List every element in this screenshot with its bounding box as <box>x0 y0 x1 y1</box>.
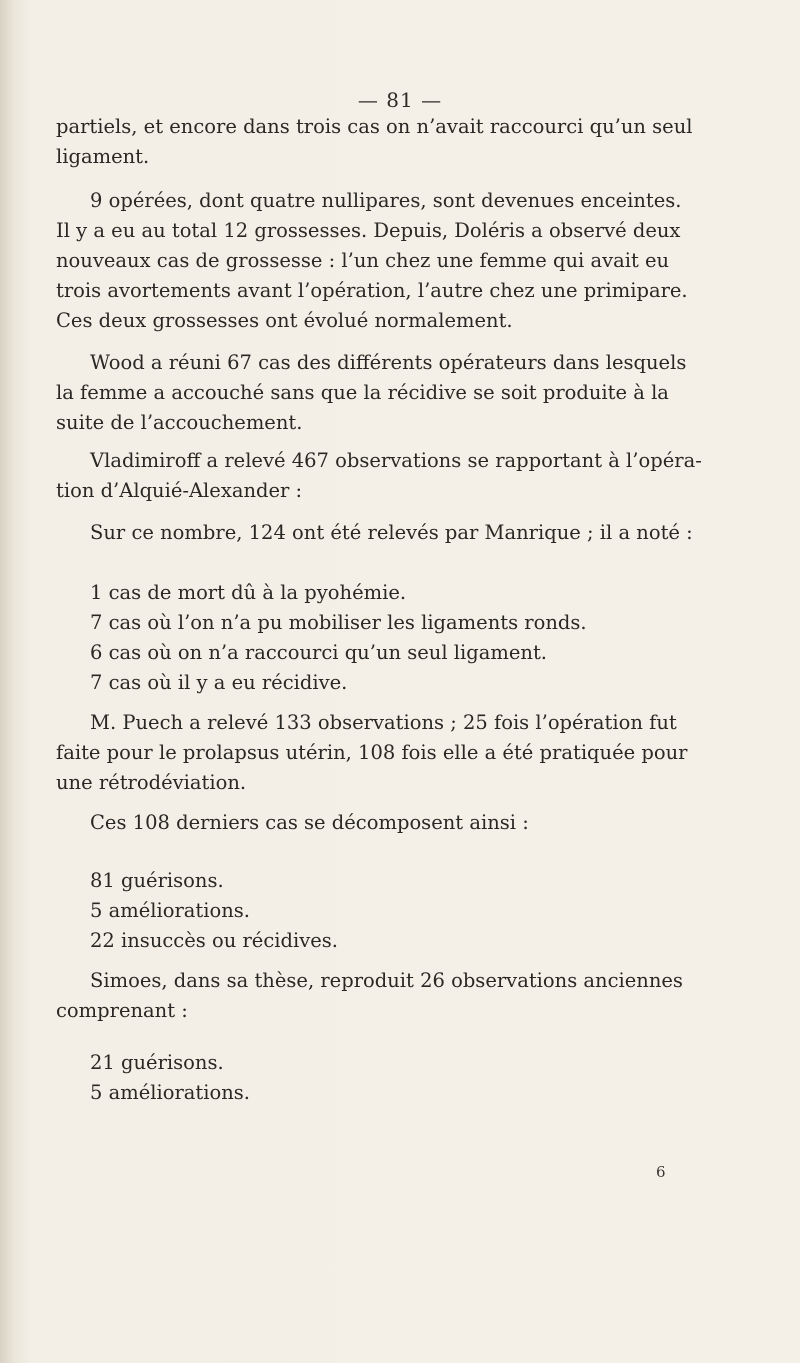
list-item: 1 cas de mort dû à la pyohémie. <box>90 581 407 604</box>
text-line: nouveaux cas de grossesse : l’un chez une femme qui avait eu <box>56 249 670 272</box>
text-line: Wood a réuni 67 cas des différents opérateurs dans lesquels <box>90 351 687 374</box>
list-item: 81 guérisons. <box>90 869 224 892</box>
signature-mark: 6 <box>656 1163 666 1181</box>
text-line: Vladimiroff a relevé 467 observations se rapportant à l’opéra- <box>90 449 702 472</box>
text-line: 9 opérées, dont quatre nullipares, sont devenues enceintes. <box>90 189 682 212</box>
paragraph-2 <box>56 186 756 336</box>
text-line: Il y a eu au total 12 grossesses. Depuis, Doléris a observé deux <box>56 219 681 242</box>
list-item: 5 améliorations. <box>90 899 250 922</box>
text-line: comprenant : <box>56 999 188 1022</box>
text-line: Simoes, dans sa thèse, reproduit 26 observations anciennes <box>90 969 683 992</box>
list-item: 6 cas où on n’a raccourci qu’un seul ligament. <box>90 641 548 664</box>
list-puech <box>56 866 756 956</box>
text-line: partiels, et encore dans trois cas on n’avait raccourci qu’un seul <box>56 115 693 138</box>
list-item: 7 cas où il y a eu récidive. <box>90 671 348 694</box>
list-simoes <box>56 1048 756 1108</box>
list-manrique <box>56 578 756 698</box>
text-line: Sur ce nombre, 124 ont été relevés par Manrique ; il a noté : <box>90 521 693 544</box>
text-line: une rétrodéviation. <box>56 771 247 794</box>
text-line: trois avortements avant l’opération, l’autre chez une primipare. <box>56 279 688 302</box>
page-number: — 81 — <box>357 88 443 112</box>
paragraph-7 <box>56 808 756 838</box>
text-line: Ces deux grossesses ont évolué normalement. <box>56 309 513 332</box>
text-line: la femme a accouché sans que la récidive se soit produite à la <box>56 381 669 404</box>
list-item: 21 guérisons. <box>90 1051 224 1074</box>
text-line: suite de l’accouchement. <box>56 411 303 434</box>
paragraph-8 <box>56 966 756 1026</box>
paragraph-6 <box>56 708 756 798</box>
list-item: 5 améliorations. <box>90 1081 250 1104</box>
text-line: faite pour le prolapsus utérin, 108 fois elle a été pratiquée pour <box>56 741 688 764</box>
text-line: M. Puech a relevé 133 observations ; 25 fois l’opération fut <box>90 711 677 734</box>
paragraph-4 <box>56 446 756 506</box>
text-line: tion d’Alquié-Alexander : <box>56 479 303 502</box>
list-item: 7 cas où l’on n’a pu mobiliser les ligaments ronds. <box>90 611 587 634</box>
paragraph-3 <box>56 348 756 438</box>
text-line: Ces 108 derniers cas se décomposent ainsi : <box>90 811 529 834</box>
text-line: ligament. <box>56 145 150 168</box>
list-item: 22 insuccès ou récidives. <box>90 929 338 952</box>
paragraph-5 <box>56 518 756 548</box>
paragraph-1 <box>56 112 756 172</box>
